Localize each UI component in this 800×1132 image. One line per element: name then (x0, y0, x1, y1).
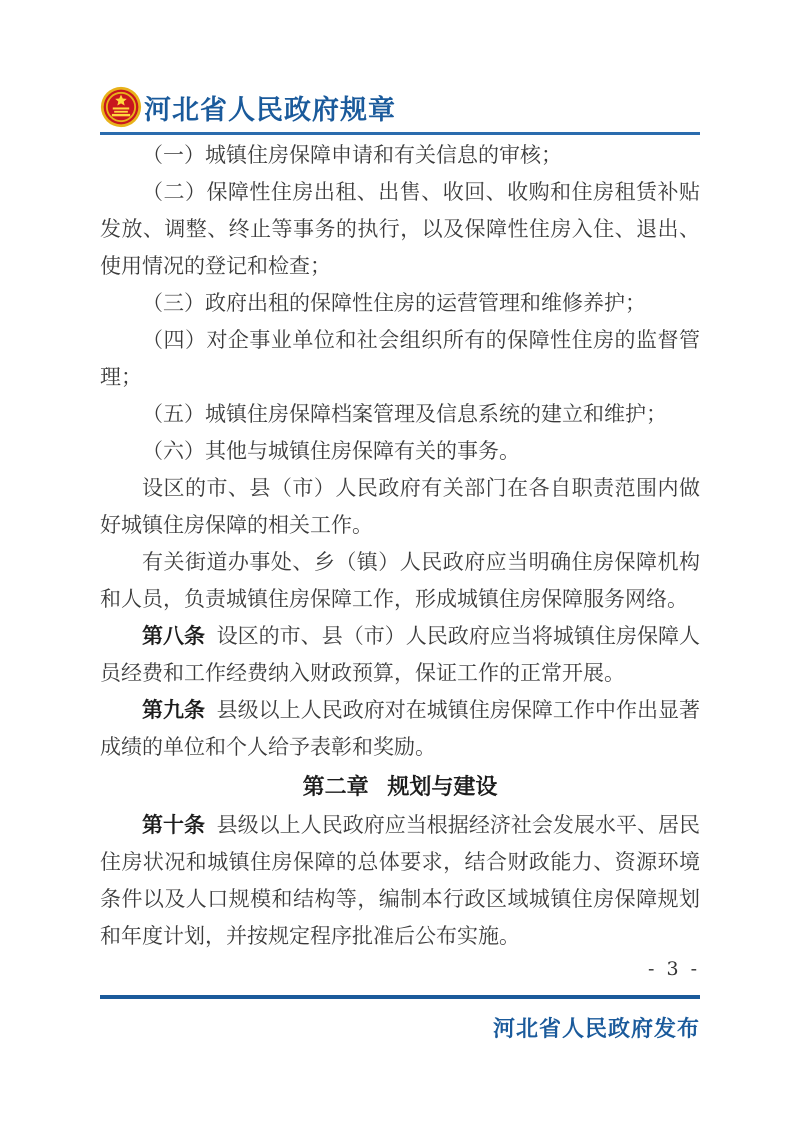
paragraph: 第八条 设区的市、县（市）人民政府应当将城镇住房保障人员经费和工作经费纳入财政预算，保证工作的正常开展。 (100, 624, 701, 685)
publisher-label: 河北省人民政府发布 (492, 1016, 700, 1041)
paragraph: （四）对企事业单位和社会组织所有的保障性住房的监督管理； (100, 328, 700, 389)
paragraph: 有关街道办事处、乡（镇）人民政府应当明确住房保障机构和人员，负责城镇住房保障工作，形成城镇住房保障服务网络。 (100, 550, 700, 611)
article-number: 第八条 (142, 625, 206, 648)
paragraph: 第十条 县级以上人民政府应当根据经济社会发展水平、居民住房状况和城镇住房保障的总体要求，结合财政能力、资源环境条件以及人口规模和结构等，编制本行政区域城镇住房保障规划和年度计划，并按规定程序批准后公布实施。 (100, 813, 701, 948)
page-number: - 3 - (647, 958, 700, 980)
paragraph: 设区的市、县（市）人民政府有关部门在各自职责范围内做好城镇住房保障的相关工作。 (100, 476, 700, 537)
chapter-heading: 第二章 规划与建设 (302, 774, 498, 799)
page-header (100, 84, 700, 135)
document-body (100, 137, 700, 955)
paragraph: 第九条 县级以上人民政府对在城镇住房保障工作中作出显著成绩的单位和个人给予表彰和奖励。 (100, 698, 701, 759)
article-number: 第九条 (142, 699, 206, 722)
article-number: 第十条 (142, 814, 206, 837)
chapter-number: 第二章 (302, 774, 369, 799)
paragraph: （五）城镇住房保障档案管理及信息系统的建立和维护； (142, 402, 667, 426)
china-national-emblem-icon (100, 84, 142, 130)
paragraph: （三）政府出租的保障性住房的运营管理和维修养护； (142, 291, 646, 315)
paragraph: （六）其他与城镇住房保障有关的事务。 (142, 439, 520, 463)
paragraph: （一）城镇住房保障申请和有关信息的审核； (142, 143, 562, 167)
paragraph: （二）保障性住房出租、出售、收回、收购和住房租赁补贴发放、调整、终止等事务的执行，以及保障性住房入住、退出、使用情况的登记和检查； (100, 180, 700, 278)
header-divider (100, 132, 700, 135)
footer-divider (100, 995, 700, 999)
header-title: 河北省人民政府规章 (144, 94, 396, 125)
